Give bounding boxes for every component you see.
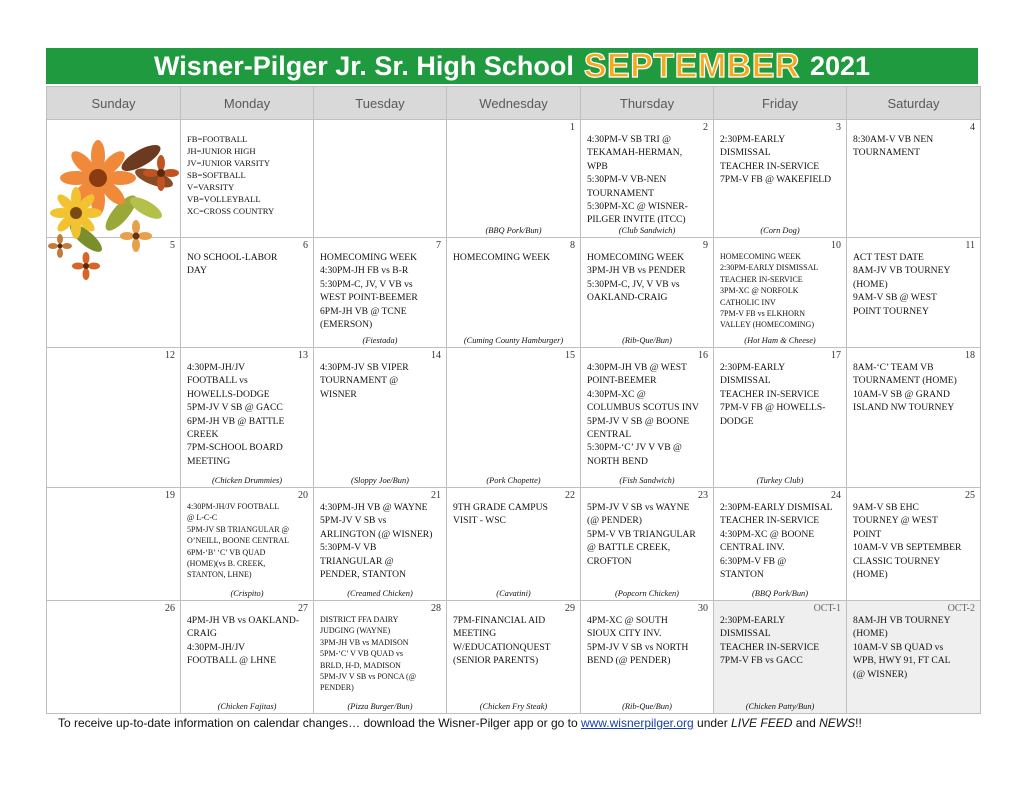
day-cell[interactable] — [447, 488, 581, 601]
day-cell[interactable] — [447, 348, 581, 488]
date-number: 10 — [831, 240, 841, 251]
day-cell[interactable] — [47, 488, 181, 601]
lunch-menu: (Corn Dog) — [760, 226, 800, 235]
date-number: 11 — [965, 240, 975, 251]
day-cell[interactable] — [314, 238, 447, 348]
live-feed-label: LIVE FEED — [731, 716, 793, 730]
day-header-wednesday: Wednesday — [447, 87, 581, 120]
lunch-menu: (Cuming County Hamburger) — [463, 336, 564, 345]
event-list: HOMECOMING WEEK 2:30PM-EARLY DISMISSAL TEACHER IN-SERVICE 3PM-XC @ NORFOLK CATHOLIC INV 7PM-V FB vs ELKHORN VALLEY (HOMECOMING) — [720, 252, 819, 330]
date-number: 23 — [698, 490, 708, 501]
lunch-menu: (Pork Chopette) — [486, 476, 541, 485]
lunch-menu: (Creamed Chicken) — [347, 589, 413, 598]
day-cell[interactable] — [314, 488, 447, 601]
day-cell[interactable] — [314, 601, 447, 714]
footer-text-and: and — [792, 716, 820, 730]
lunch-menu: (Rib-Que/Bun) — [622, 702, 672, 711]
date-number: 17 — [831, 350, 841, 361]
date-number: 20 — [298, 490, 308, 501]
news-label: NEWS — [819, 716, 856, 730]
day-cell[interactable] — [847, 348, 981, 488]
date-number: 1 — [570, 122, 575, 133]
event-list: 9TH GRADE CAMPUS VISIT - WSC — [453, 502, 548, 527]
event-list: 4:30PM-JH/JV FOOTBALL @ L-C-C 5PM-JV SB TRIANGULAR @ O’NEILL, BOONE CENTRAL 6PM-‘B’ ‘C’ VB QUAD (HOME)(vs B. CREEK, STANTON, LHNE) — [187, 502, 289, 580]
day-cell[interactable] — [447, 601, 581, 714]
week-row — [47, 488, 981, 601]
event-list: 4PM-JH VB vs OAKLAND- CRAIG 4:30PM-JH/JV FOOTBALL @ LHNE — [187, 615, 300, 667]
event-list: DISTRICT FFA DAIRY JUDGING (WAYNE) 3PM-JH VB vs MADISON 5PM-‘C’ V VB QUAD vs BRLD, H-D, MADISON 5PM-JV V SB vs PONCA (@ PENDER) — [320, 615, 417, 693]
lunch-menu: (Sloppy Joe/Bun) — [351, 476, 409, 485]
date-number: 29 — [565, 603, 575, 614]
calendar-banner — [46, 48, 978, 84]
event-list: 9AM-V SB EHC TOURNEY @ WEST POINT 10AM-V VB SEPTEMBER CLASSIC TOURNEY (HOME) — [853, 502, 962, 581]
lunch-menu: (BBQ Pork/Bun) — [485, 226, 542, 235]
date-number: OCT-2 — [947, 603, 975, 614]
day-cell[interactable] — [447, 238, 581, 348]
day-cell[interactable] — [581, 601, 714, 714]
event-list: 4:30PM-V SB TRI @ TEKAMAH-HERMAN, WPB 5:30PM-V VB-NEN TOURNAMENT 5:30PM-XC @ WISNER- PILGER INVITE (ITCC) — [587, 134, 688, 226]
month-name: SEPTEMBER — [583, 46, 800, 85]
date-number: 27 — [298, 603, 308, 614]
day-cell[interactable] — [581, 488, 714, 601]
date-number: 16 — [698, 350, 708, 361]
date-number: 15 — [565, 350, 575, 361]
date-number: 9 — [703, 240, 708, 251]
event-list: 2:30PM-EARLY DISMISSAL TEACHER IN-SERVICE 7PM-V FB @ WAKEFIELD — [720, 134, 832, 186]
week-row — [47, 238, 981, 348]
day-cell[interactable] — [714, 238, 847, 348]
event-list: 4:30PM-JH/JV FOOTBALL vs HOWELLS-DODGE 5PM-JV V SB @ GACC 6PM-JH VB @ BATTLE CREEK 7PM-SCHOOL BOARD MEETING — [187, 362, 285, 467]
date-number: 12 — [165, 350, 175, 361]
day-header-sunday: Sunday — [47, 87, 181, 120]
day-cell[interactable] — [314, 348, 447, 488]
day-cell[interactable] — [581, 348, 714, 488]
event-list: 4:30PM-JV SB VIPER TOURNAMENT @ WISNER — [320, 362, 409, 400]
day-cell[interactable] — [181, 348, 314, 488]
lunch-menu: (Chicken Fajitas) — [217, 702, 277, 711]
day-cell[interactable] — [581, 238, 714, 348]
lunch-menu: (Turkey Club) — [756, 476, 804, 485]
day-cell[interactable] — [847, 238, 981, 348]
lunch-menu: (Rib-Que/Bun) — [622, 336, 672, 345]
day-cell[interactable] — [47, 348, 181, 488]
day-header-monday: Monday — [181, 87, 314, 120]
lunch-menu: (Fiestada) — [362, 336, 398, 345]
week-row — [47, 120, 981, 238]
date-number: 3 — [836, 122, 841, 133]
abbreviation-legend: FB=FOOTBALL JH=JUNIOR HIGH JV=JUNIOR VARSITY SB=SOFTBALL V=VARSITY VB=VOLLEYBALL XC=CROSS COUNTRY — [187, 134, 275, 216]
day-cell[interactable] — [47, 601, 181, 714]
date-number: OCT-1 — [813, 603, 841, 614]
date-number: 2 — [703, 122, 708, 133]
day-cell[interactable] — [714, 601, 847, 714]
footer-note — [58, 716, 862, 730]
day-cell[interactable] — [314, 120, 447, 238]
week-row — [47, 601, 981, 714]
event-list: 2:30PM-EARLY DISMISSAL TEACHER IN-SERVICE 7PM-V FB @ HOWELLS- DODGE — [720, 362, 826, 427]
day-cell[interactable] — [714, 348, 847, 488]
date-number: 28 — [431, 603, 441, 614]
event-list: 2:30PM-EARLY DISMISSAL TEACHER IN-SERVICE 7PM-V FB vs GACC — [720, 615, 820, 667]
calendar-grid — [46, 86, 981, 714]
date-number: 24 — [831, 490, 841, 501]
day-cell[interactable] — [181, 488, 314, 601]
date-number: 25 — [965, 490, 975, 501]
event-list: 8AM-JH VB TOURNEY (HOME) 10AM-V SB QUAD vs WPB, HWY 91, FT CAL (@ WISNER) — [853, 615, 951, 680]
school-name: Wisner-Pilger Jr. Sr. High School — [153, 50, 574, 81]
footer-text-end: !! — [855, 716, 862, 730]
date-number: 19 — [165, 490, 175, 501]
lunch-menu: (Cavatini) — [496, 589, 531, 598]
date-number: 7 — [436, 240, 441, 251]
event-list: HOMECOMING WEEK — [453, 252, 551, 263]
lunch-menu: (Popcorn Chicken) — [615, 589, 679, 598]
day-cell[interactable] — [581, 120, 714, 238]
date-number: 4 — [970, 122, 975, 133]
lunch-menu: (Chicken Patty/Bun) — [745, 702, 815, 711]
day-cell[interactable] — [181, 601, 314, 714]
week-row — [47, 348, 981, 488]
date-number: 26 — [165, 603, 175, 614]
event-list: NO SCHOOL-LABOR DAY — [187, 252, 278, 277]
event-list: 2:30PM-EARLY DISMISAL TEACHER IN-SERVICE 4:30PM-XC @ BOONE CENTRAL INV. 6:30PM-V FB @ STANTON — [720, 502, 833, 581]
day-header-saturday: Saturday — [847, 87, 981, 120]
footer-text-middle: under — [693, 716, 732, 730]
lunch-menu: (Fish Sandwich) — [619, 476, 675, 485]
lunch-menu: (BBQ Pork/Bun) — [751, 589, 809, 598]
lunch-menu: (Hot Ham & Cheese) — [744, 336, 816, 345]
date-number: 5 — [170, 240, 175, 251]
day-cell[interactable] — [181, 238, 314, 348]
event-list: 4PM-XC @ SOUTH SIOUX CITY INV. 5PM-JV V SB vs NORTH BEND (@ PENDER) — [587, 615, 689, 667]
day-header-tuesday: Tuesday — [314, 87, 447, 120]
website-link[interactable]: www.wisnerpilger.org — [580, 716, 694, 730]
date-number: 22 — [565, 490, 575, 501]
lunch-menu: (Chicken Fry Steak) — [479, 702, 548, 711]
date-number: 13 — [298, 350, 308, 361]
day-cell[interactable] — [447, 120, 581, 238]
day-cell[interactable] — [847, 601, 981, 714]
day-cell[interactable] — [847, 488, 981, 601]
flower-decoration — [46, 118, 186, 283]
day-cell[interactable] — [847, 120, 981, 238]
event-list: 7PM-FINANCIAL AID MEETING W/EDUCATIONQUEST (SENIOR PARENTS) — [453, 615, 551, 667]
lunch-menu: (Club Sandwich) — [618, 226, 676, 235]
day-cell[interactable] — [714, 488, 847, 601]
event-list: HOMECOMING WEEK 3PM-JH VB vs PENDER 5:30PM-C, JV, V VB vs OAKLAND-CRAIG — [587, 252, 686, 304]
date-number: 30 — [698, 603, 708, 614]
date-number: 8 — [570, 240, 575, 251]
event-list: 4:30PM-JH VB @ WAYNE 5PM-JV V SB vs ARLINGTON (@ WISNER) 5:30PM-V VB TRIANGULAR @ PENDER, STANTON — [320, 502, 433, 581]
event-list: 5PM-JV V SB vs WAYNE (@ PENDER) 5PM-V VB TRIANGULAR @ BATTLE CREEK, CROFTON — [587, 502, 696, 567]
date-number: 14 — [431, 350, 441, 361]
event-list: HOMECOMING WEEK 4:30PM-JH FB vs B-R 5:30PM-C, JV, V VB vs WEST POINT-BEEMER 6PM-JH VB @ TCNE (EMERSON) — [320, 252, 418, 331]
footer-text: To receive up-to-date information on calendar changes… download the Wisner-Pilger app or go to — [58, 716, 581, 730]
event-list: 8AM-‘C’ TEAM VB TOURNAMENT (HOME) 10AM-V SB @ GRAND ISLAND NW TOURNEY — [853, 362, 957, 414]
day-header-friday: Friday — [714, 87, 847, 120]
day-cell[interactable] — [714, 120, 847, 238]
event-list: 8:30AM-V VB NEN TOURNAMENT — [853, 134, 934, 159]
lunch-menu: (Pizza Burger/Bun) — [347, 702, 413, 711]
lunch-menu: (Crispito) — [230, 589, 264, 598]
event-list: ACT TEST DATE 8AM-JV VB TOURNEY (HOME) 9AM-V SB @ WEST POINT TOURNEY — [853, 252, 951, 317]
date-number: 18 — [965, 350, 975, 361]
year: 2021 — [809, 50, 871, 81]
event-list: 4:30PM-JH VB @ WEST POINT-BEEMER 4:30PM-XC @ COLUMBUS SCOTUS INV 5PM-JV V SB @ BOONE CENTRAL 5:30PM-‘C’ JV V VB @ NORTH BEND — [587, 362, 699, 467]
date-number: 6 — [303, 240, 308, 251]
lunch-menu: (Chicken Drummies) — [211, 476, 282, 485]
day-header-thursday: Thursday — [581, 87, 714, 120]
day-cell[interactable] — [181, 120, 314, 238]
date-number: 21 — [431, 490, 441, 501]
